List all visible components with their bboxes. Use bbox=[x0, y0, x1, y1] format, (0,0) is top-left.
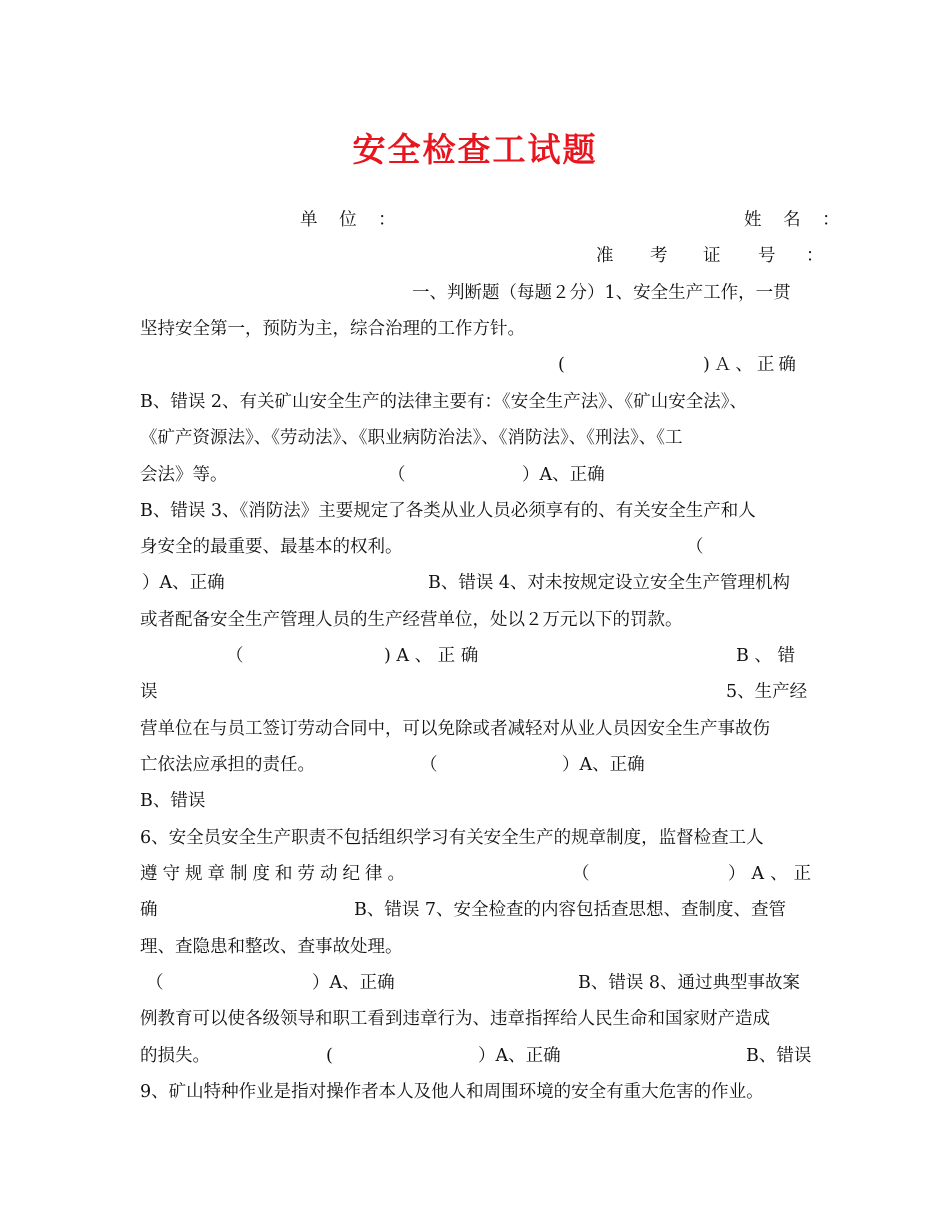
answer-line: 的损失。 ( ）A、正确 B、错误 bbox=[140, 1041, 810, 1071]
page-title: 安全检查工试题 bbox=[352, 130, 598, 169]
ticket-char-4: 号 bbox=[758, 246, 776, 266]
answer-option-a: ) A 、 正 确 bbox=[384, 646, 479, 666]
header-row-2 bbox=[140, 241, 824, 271]
text-line bbox=[140, 278, 810, 308]
ticket-char-5: ： bbox=[806, 246, 824, 266]
answer-option-a: ）A、正确 bbox=[562, 755, 645, 775]
answer-line: 身安全的最重要、最基本的权利。 （ bbox=[140, 532, 810, 562]
ticket-char-3: 证 bbox=[703, 246, 721, 266]
text-line: 《矿产资源法》、《劳动法》、《职业病防治法》、《消防法》、《刑法》、《工 bbox=[140, 428, 683, 448]
text-line: B、错误 bbox=[140, 791, 206, 811]
answer-option-a: ）A、正确 bbox=[312, 973, 395, 993]
answer-blank-open: （ bbox=[388, 465, 406, 485]
text-line: B、错误 2、有关矿山安全生产的法律主要有：《安全生产法》、《矿山安全法》、 bbox=[140, 392, 748, 412]
text-line: 营单位在与员工签订劳动合同中，可以免除或者减轻对从业人员因安全生产事故伤 bbox=[140, 719, 770, 739]
text-line: 误 5、生产经 bbox=[140, 682, 808, 702]
answer-blank-open: （ bbox=[686, 537, 704, 557]
answer-option-a: ）A、正确 bbox=[478, 1046, 561, 1066]
answer-line: 会法》等。 （ ）A、正确 bbox=[140, 460, 810, 490]
text-line: 坚持安全第一，预防为主，综合治理的工作方针。 bbox=[140, 319, 525, 339]
answer-line bbox=[140, 350, 810, 380]
answer-option-a: ）A、正确 bbox=[142, 573, 225, 593]
answer-line bbox=[140, 641, 810, 671]
text-line: 6、安全员安全生产职责不包括组织学习有关安全生产的规章制度，监督检查工人 bbox=[140, 828, 764, 848]
text-line: 或者配备安全生产管理人员的生产经营单位，处以２万元以下的罚款。 bbox=[140, 610, 683, 630]
text-line: 确 B、错误 7、安全检查的内容包括查思想、查制度、查管 bbox=[140, 900, 787, 920]
answer-option-a: ）A、正 bbox=[728, 864, 818, 884]
name-label: 姓 名 ： bbox=[744, 210, 848, 230]
answer-blank-open: ( bbox=[558, 355, 565, 375]
ticket-char-2: 考 bbox=[650, 246, 668, 266]
answer-option-b: B 、 错 bbox=[736, 646, 795, 666]
unit-label: 单 位 ： bbox=[300, 210, 404, 230]
section-heading: 一、判断题（每题２分）1、安全生产工作，一贯 bbox=[412, 283, 791, 303]
answer-blank-open: （ bbox=[420, 755, 438, 775]
answer-blank-open: （ bbox=[572, 864, 590, 884]
text-line: 理、查隐患和整改、查事故处理。 bbox=[140, 937, 403, 957]
text-line: 例教育可以使各级领导和职工看到违章行为、违章指挥给人民生命和国家财产造成 bbox=[140, 1009, 770, 1029]
answer-blank-open: （ bbox=[146, 973, 164, 993]
answer-option-b: B、错误 bbox=[746, 1046, 812, 1066]
answer-option-a: )Ａ、正确 bbox=[703, 355, 800, 375]
answer-line: 遵守规章制度和劳动纪律。 （ ）A、正 bbox=[140, 859, 810, 889]
text-line: 9、矿山特种作业是指对操作者本人及他人和周围环境的安全有重大危害的作业。 bbox=[140, 1082, 764, 1102]
answer-line: 亡依法应承担的责任。 （ ）A、正确 bbox=[140, 750, 810, 780]
answer-blank-open: ( bbox=[326, 1046, 333, 1066]
ticket-char-1: 准 bbox=[596, 246, 614, 266]
text-line: B、错误 3、《消防法》主要规定了各类从业人员必须享有的、有关安全生产和人 bbox=[140, 501, 756, 521]
answer-option-a: ）A、正确 bbox=[522, 465, 605, 485]
answer-blank-open: （ bbox=[226, 646, 244, 666]
answer-line: ）A、正确 B、错误 4、对未按规定设立安全生产管理机构 bbox=[140, 568, 810, 598]
answer-line: （ ）A、正确 B、错误 8、通过典型事故案 bbox=[140, 968, 810, 998]
header-row-1 bbox=[140, 205, 848, 235]
